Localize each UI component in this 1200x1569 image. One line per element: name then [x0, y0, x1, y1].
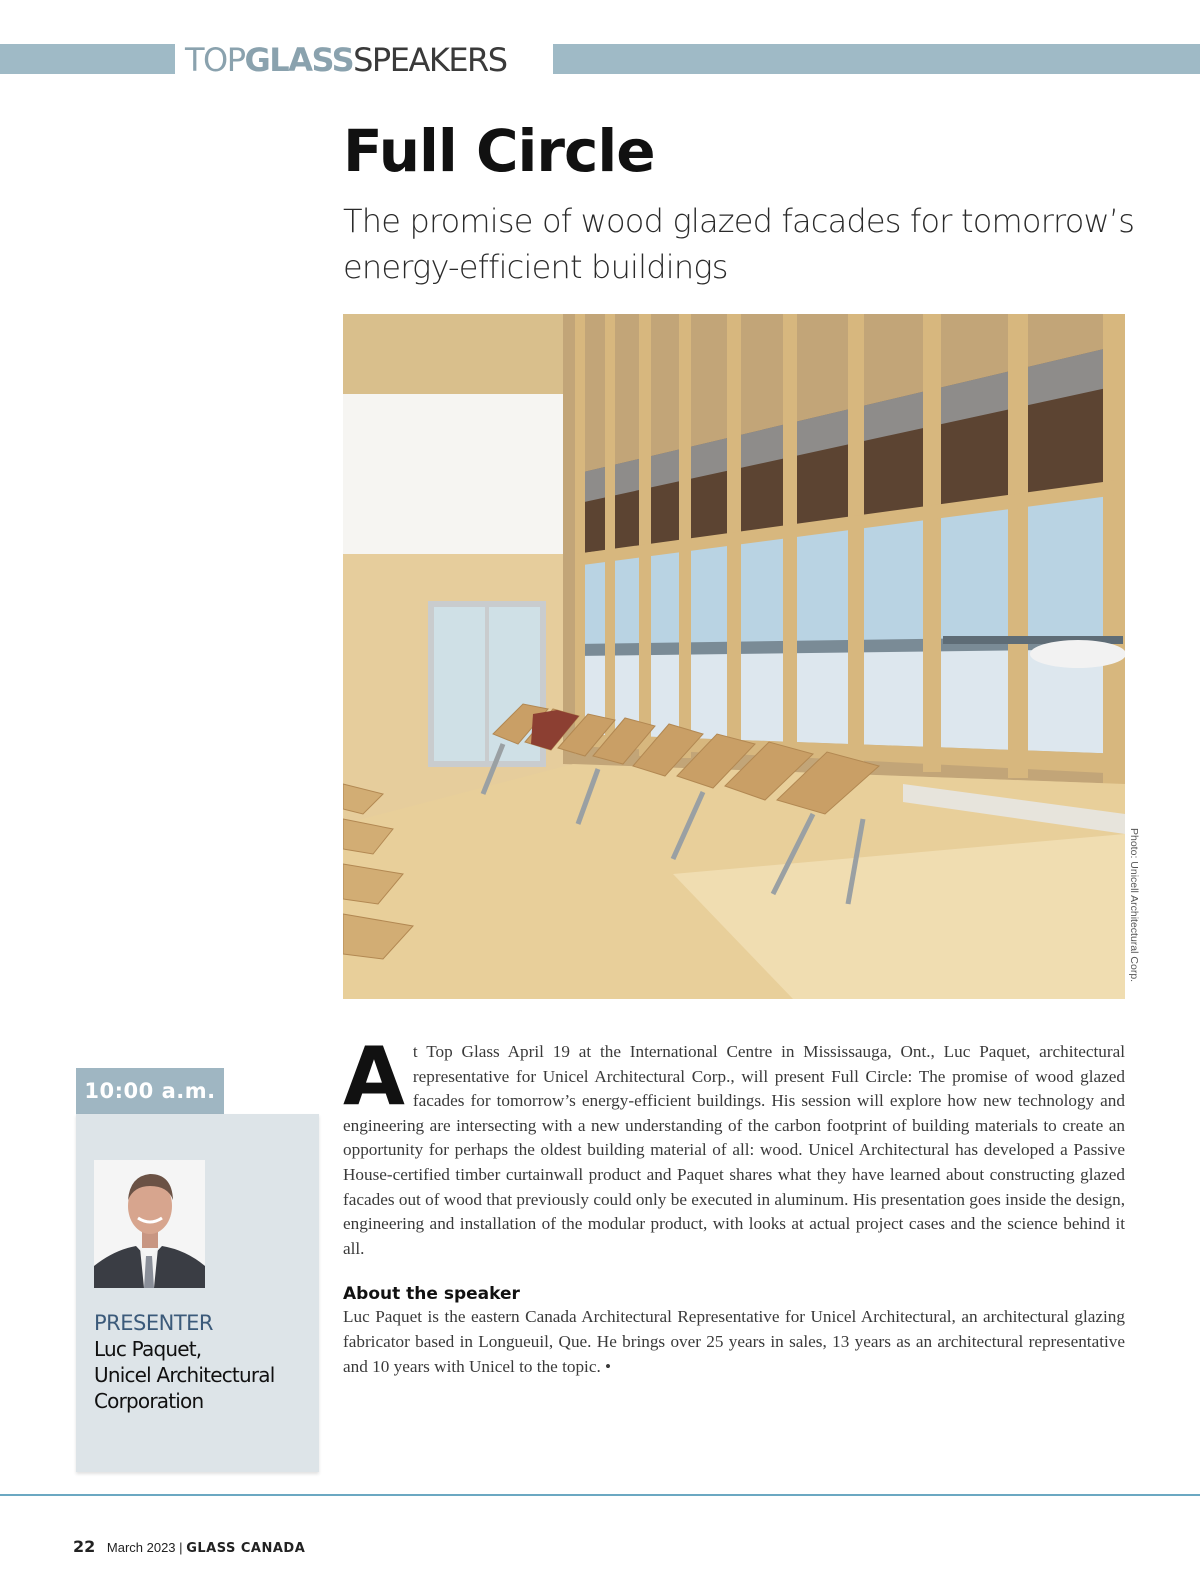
- about-speaker-paragraph: Luc Paquet is the eastern Canada Architectural Representative for Unicel Architectural, an architectural glazing fabricator based in Longueuil, Que. He brings over 25 years in sales, 13 years as an architectural representative and 10 years with Unicel to the topic. •: [343, 1307, 1125, 1376]
- section-label-glass: GLASS: [244, 41, 354, 79]
- page-number: 22: [73, 1537, 96, 1556]
- article-subtitle: The promise of wood glazed facades for tomorrow’s energy-efficient buildings: [343, 202, 1135, 286]
- page-footer: [73, 1537, 305, 1559]
- drop-cap: A: [343, 1030, 405, 1123]
- header-bar-left: [0, 44, 175, 74]
- section-label-speakers: SPEAKERS: [353, 41, 507, 79]
- presenter-portrait: [94, 1160, 205, 1288]
- magazine-name: GLASS CANADA: [186, 1541, 306, 1556]
- session-time-badge: 10:00 a.m.: [76, 1068, 224, 1114]
- article-title: Full Circle: [343, 117, 655, 185]
- presenter-name-line: Luc Paquet,: [94, 1337, 202, 1361]
- footer-separator: |: [179, 1540, 183, 1555]
- article-body: [343, 1030, 1125, 1379]
- section-label-top: TOP: [185, 41, 245, 79]
- issue-date: March 2023: [106, 1540, 176, 1555]
- presenter-card: [76, 1114, 319, 1472]
- photo-credit: Photo: Unicell Architectural Corp.: [1128, 828, 1140, 983]
- presenter-name: [94, 1336, 312, 1414]
- presenter-role: PRESENTER: [94, 1311, 214, 1335]
- about-speaker-heading: About the speaker: [343, 1284, 520, 1305]
- footer-rule: [0, 1494, 1200, 1496]
- section-label: [185, 40, 507, 80]
- header-bar-right: [553, 44, 1200, 74]
- presenter-company-line: Unicel Architectural: [94, 1363, 275, 1387]
- airport-terminal-photo: [343, 314, 1125, 999]
- article-paragraph: t Top Glass April 19 at the International Centre in Mississauga, Ont., Luc Paquet, architectural representative for Unicel Architectural Corp., will present Full Circle: The promise of wood glazed facades for tomorrow’s energy-efficient buildings. His session will explore how new technology and engineering are intersecting with a new understanding of the carbon footprint of building materials to create an opportunity for perhaps the oldest building material of all: wood. Unicel Architectural has developed a Passive House-certified timber curtainwall product and Paquet shares what they have learned about constructing glazed facades out of wood that previously could only be executed in aluminum. His presentation goes inside the design, engineering and installation of the modular product, with looks at actual project cases and the science behind it all.: [343, 1042, 1125, 1258]
- presenter-company-line-2: Corporation: [94, 1389, 204, 1413]
